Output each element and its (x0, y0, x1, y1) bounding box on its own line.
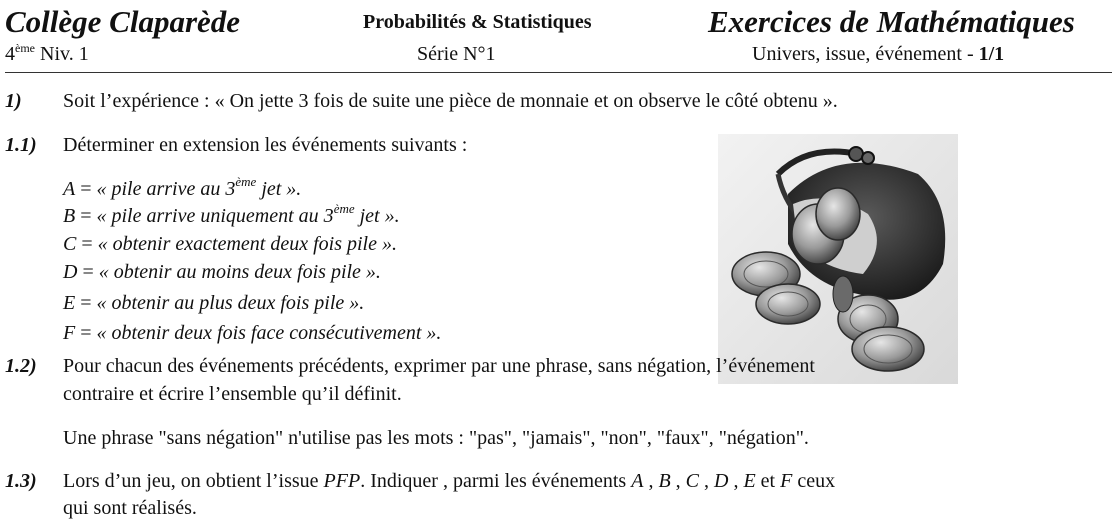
serie-number: Série N°1 (417, 43, 496, 65)
event-b: B = « pile arrive uniquement au 3ème jet ». (63, 201, 400, 227)
exercise-1-number: 1) (5, 90, 22, 112)
exercise-1-3-number: 1.3) (5, 470, 37, 492)
topic: Univers, issue, événement - 1/1 (752, 43, 1005, 65)
coin-purse-illustration (718, 134, 958, 384)
school-name: Collège Claparède (5, 4, 241, 39)
page-number: 1/1 (978, 43, 1005, 65)
exercise-1-3-line1: Lors d’un jeu, on obtient l’issue PFP. Indiquer , parmi les événements A , B , C , D , E et F ceux (63, 470, 836, 492)
event-e: E = « obtenir au plus deux fois pile ». (63, 292, 365, 314)
exercise-1-text: Soit l’expérience : « On jette 3 fois de suite une pièce de monnaie et on observe le côté obtenu ». (63, 90, 838, 112)
page-header (5, 0, 1112, 73)
exercise-1-3-line2: qui sont réalisés. (63, 497, 197, 519)
event-c: C = « obtenir exactement deux fois pile ». (63, 233, 397, 255)
event-d: D = « obtenir au moins deux fois pile ». (63, 261, 381, 283)
class-level: 4ème Niv. 1 (5, 41, 89, 65)
exercise-1-2-note: Une phrase "sans négation" n'utilise pas les mots : "pas", "jamais", "non", "faux", "négation". (63, 427, 809, 449)
subject: Probabilités & Statistiques (363, 11, 592, 33)
exercise-1-2-line2: contraire et écrire l’ensemble qu’il définit. (63, 383, 402, 405)
document-title: Exercices de Mathématiques (708, 4, 1075, 39)
exercise-1-1-text: Déterminer en extension les événements suivants : (63, 134, 468, 156)
event-f: F = « obtenir deux fois face consécutivement ». (63, 322, 442, 344)
event-a: A = « pile arrive au 3ème jet ». (63, 174, 302, 200)
exercise-1-1-number: 1.1) (5, 134, 37, 156)
exercise-1-2-line1: Pour chacun des événements précédents, exprimer par une phrase, sans négation, l’événement (63, 355, 815, 377)
exercise-1-2-number: 1.2) (5, 355, 37, 377)
